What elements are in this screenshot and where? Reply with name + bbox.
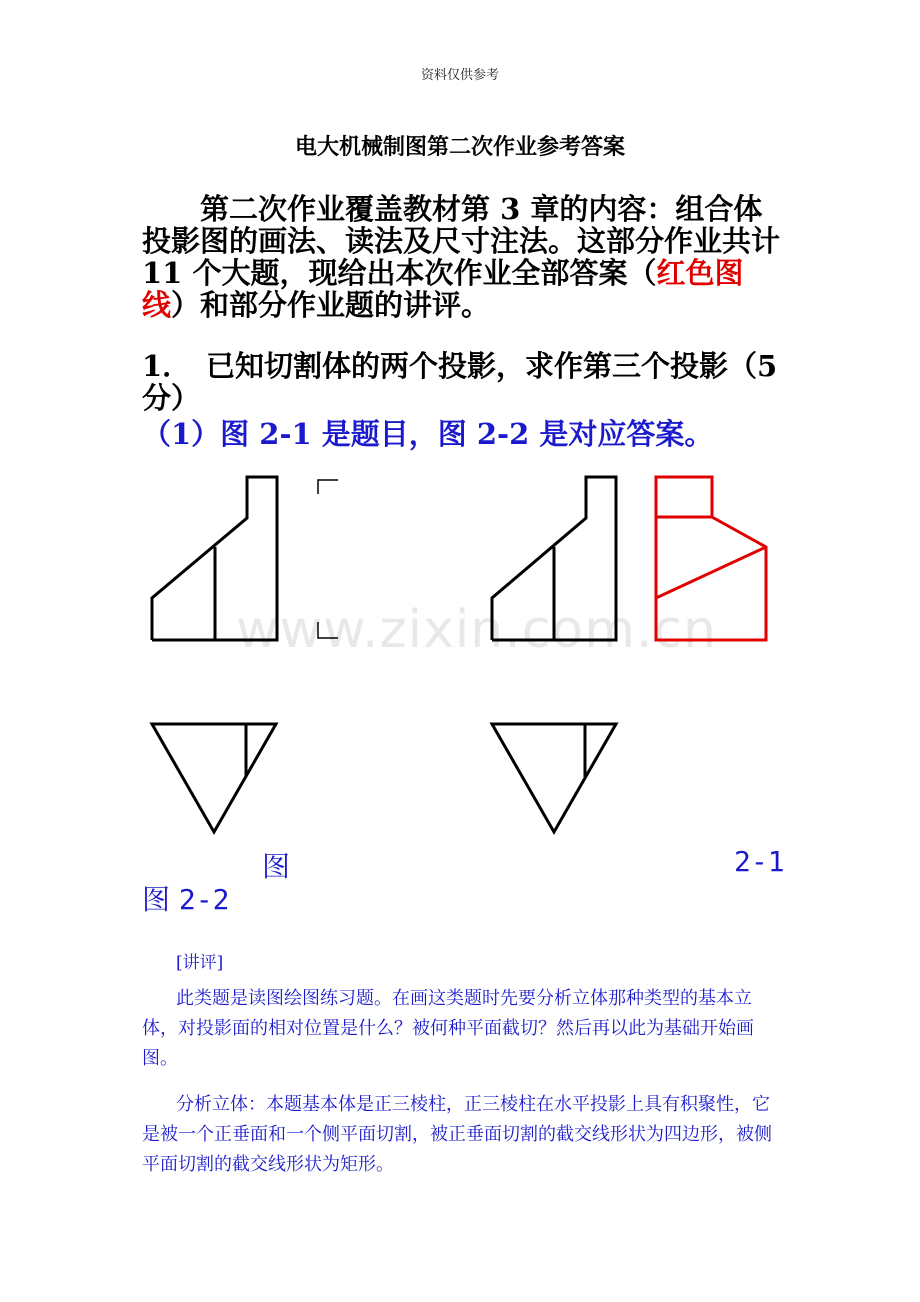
caption-figure-char: 图 (262, 850, 291, 883)
fig-2-1-front-view (152, 477, 277, 640)
fig-2-1-top-triangle (152, 724, 276, 832)
fig-2-1-top-view (152, 724, 276, 832)
comment-heading: [讲评] (176, 953, 224, 973)
caption-figure-2-2-char: 图 (142, 883, 171, 916)
header-note: 资料仅供参考 (420, 68, 499, 83)
caption-figure-2-2 (142, 878, 230, 918)
placeholder-brackets (318, 480, 338, 638)
caption-figure-2-1-number: 2-1 (734, 845, 785, 878)
question-number: 1． (142, 349, 192, 383)
comment-paragraph-1: 此类题是读图绘图练习题。在画这类题时先要分析立体那种类型的基本立体，对投影面的相对位置是什么？被何种平面截切？然后再以此为基础开始画图。 (142, 988, 754, 1069)
watermark: www.zixin.com.cn (236, 600, 717, 660)
intro-text-before: 第二次作业覆盖教材第 3 章的内容：组合体投影图的画法、读法及尺寸注法。这部分作业共计 11 个大题，现给出本次作业全部答案（ (142, 192, 781, 290)
fig-2-2-top-triangle (492, 724, 616, 832)
caption-figure-2-2-number: 2-2 (178, 883, 230, 916)
intro-red-text: 红色图线 (142, 256, 744, 322)
bracket-top (318, 480, 338, 494)
bracket-bottom (318, 622, 338, 638)
intro-text-after: ）和部分作业题的讲评。 (171, 288, 491, 322)
fig-2-2-top-view (492, 724, 616, 832)
question-text: 已知切割体的两个投影，求作第三个投影（5 分） (142, 349, 778, 415)
answer-outline (656, 477, 766, 640)
answer-line-diagonal (656, 547, 766, 598)
question-1-sub: （1）图 2-1 是题目，图 2-2 是对应答案。 (142, 417, 714, 451)
comment-paragraph-2: 分析立体：本题基本体是正三棱柱，正三棱柱在水平投影上具有积聚性，它是被一个正垂面和一个侧平面切割，被正垂面切割的截交线形状为四边形，被侧平面切割的截交线形状为矩形。 (142, 1094, 772, 1175)
fig-2-2-front-view (492, 477, 616, 640)
document-title: 电大机械制图第二次作业参考答案 (294, 134, 625, 160)
fig-2-2-side-view-answer (656, 477, 766, 640)
